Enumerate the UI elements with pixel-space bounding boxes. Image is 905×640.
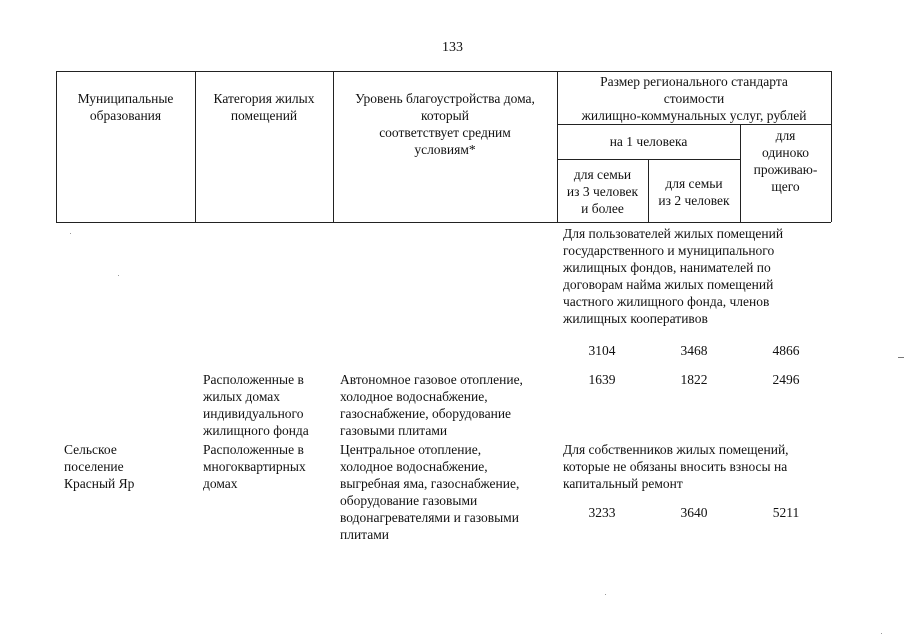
header-per-person: на 1 человека — [609, 134, 688, 149]
individual-value-family3: 1639 — [588, 372, 616, 387]
municipality-name: Сельское поселение Красный Яр — [64, 442, 135, 491]
apartment-category: Расположенные в многоквартирных домах — [203, 442, 306, 491]
scan-speck — [118, 275, 119, 276]
scan-speck — [605, 594, 606, 595]
header-level: Уровень благоустройства дома, который соответствует средним условиям* — [355, 91, 535, 157]
users-value-family3: 3104 — [588, 343, 616, 358]
section-users-text: Для пользователей жилых помещений государственного и муниципального жилищных фондов, нанимателей по договорам найма жилых помещений частного жилищного фонда, членов жилищных кооперативов — [563, 226, 784, 326]
header-single: для одиноко проживаю- щего — [753, 128, 818, 194]
header-family3: для семьи из 3 человек и более — [566, 167, 639, 216]
individual-value-single: 2496 — [772, 372, 800, 387]
owners-value-family3: 3233 — [588, 505, 616, 520]
users-value-family2: 3468 — [680, 343, 708, 358]
individual-level: Автономное газовое отопление, холодное водоснабжение, газоснабжение, оборудование газовыми плитами — [340, 372, 523, 438]
header-standard: Размер регионального стандарта стоимости жилищно-коммунальных услуг, рублей — [581, 74, 807, 123]
individual-value-family2: 1822 — [680, 372, 708, 387]
scan-speck — [881, 633, 882, 634]
owners-value-family2: 3640 — [680, 505, 708, 520]
scan-edge-mark — [898, 357, 904, 358]
owners-text: Для собственников жилых помещений, которые не обязаны вносить взносы на капитальный ремонт — [563, 442, 789, 491]
header-municipality: Муниципальные образования — [77, 91, 174, 123]
apartment-level: Центральное отопление, холодное водоснабжение, выгребная яма, газоснабжение, оборудование газовыми водонагревателями и газовыми плитами — [340, 442, 520, 542]
header-category: Категория жилых помещений — [213, 91, 315, 123]
header-family2: для семьи из 2 человек — [658, 176, 730, 208]
individual-category: Расположенные в жилых домах индивидуального жилищного фонда — [203, 372, 309, 438]
owners-value-single: 5211 — [772, 505, 800, 520]
page-number: 133 — [442, 40, 463, 55]
scan-speck — [70, 233, 71, 234]
users-value-single: 4866 — [772, 343, 800, 358]
